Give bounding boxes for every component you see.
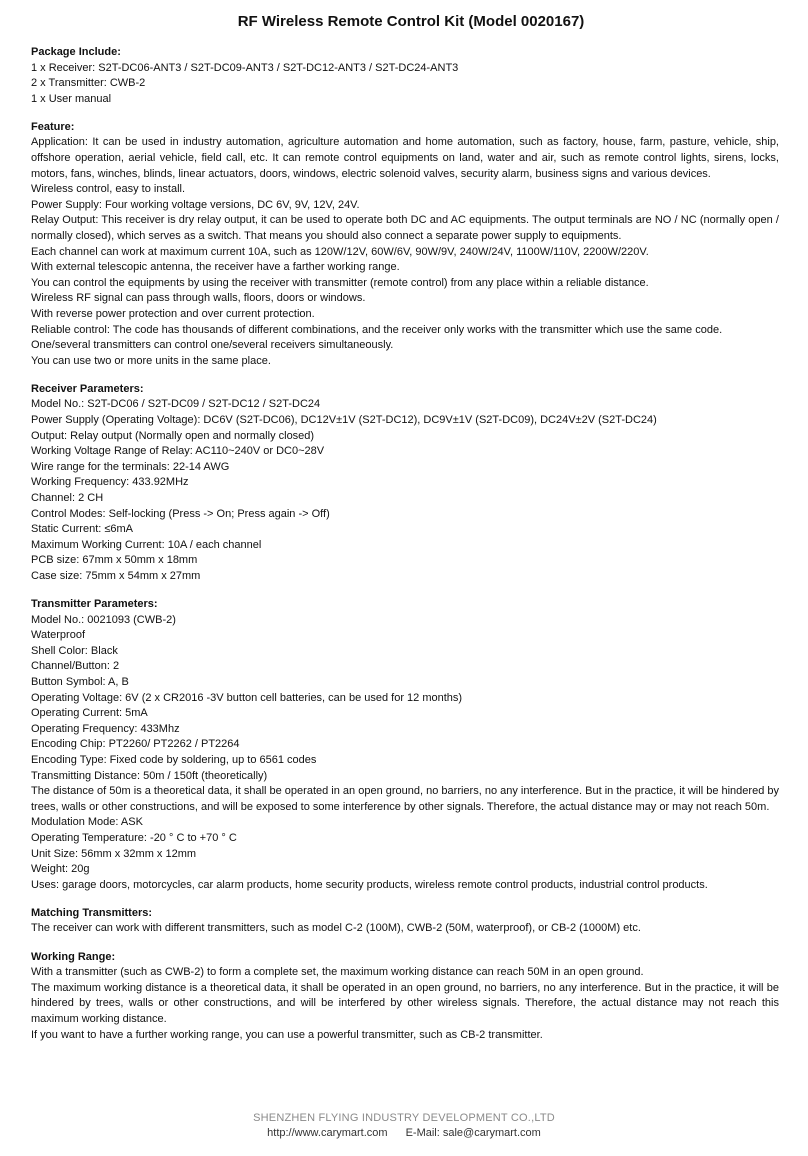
text-line: With external telescopic antenna, the receiver have a farther working range. [31, 261, 400, 274]
text-line: Model No.: 0021093 (CWB-2) [31, 613, 176, 626]
text-line: Power Supply (Operating Voltage): DC6V (S2T-DC06), DC12V±1V (S2T-DC12), DC9V±1V (S2T-DC09), DC24V±2V (S2T-DC24) [31, 414, 657, 427]
text-line: If you want to have a further working range, you can use a powerful transmitter, such as CB-2 transmitter. [31, 1028, 543, 1041]
section-working-range [31, 950, 779, 1044]
text-line: One/several transmitters can control one/several receivers simultaneously. [31, 339, 394, 352]
text-line: Operating Current: 5mA [31, 707, 148, 720]
text-line: Uses: garage doors, motorcycles, car alarm products, home security products, wireless remote control products, industrial control products. [31, 878, 708, 891]
text-line: Shell Color: Black [31, 644, 118, 657]
section-heading: Package Include: [31, 46, 121, 58]
text-line: PCB size: 67mm x 50mm x 18mm [31, 554, 198, 567]
text-line: Reliable control: The code has thousands of different combinations, and the receiver only works with the transmitter which use the same code. [31, 323, 723, 336]
section-heading: Working Range: [31, 950, 116, 963]
text-line: Encoding Chip: PT2260/ PT2262 / PT2264 [31, 738, 240, 751]
text-line: Wireless RF signal can pass through walls, floors, doors or windows. [31, 292, 366, 305]
text-line: You can use two or more units in the same place. [31, 354, 271, 367]
text-line: 2 x Transmitter: CWB-2 [31, 77, 146, 90]
text-line: Wireless control, easy to install. [31, 183, 186, 196]
text-line: Channel/Button: 2 [31, 660, 120, 673]
text-line: Static Current: ≤6mA [31, 523, 134, 536]
text-line: Operating Voltage: 6V (2 x CR2016 -3V button cell batteries, can be used for 12 months) [31, 691, 463, 704]
section-package-include [31, 45, 779, 107]
page-footer [0, 1111, 808, 1141]
section-heading: Feature: [31, 120, 75, 133]
text-line: Model No.: S2T-DC06 / S2T-DC09 / S2T-DC12 / S2T-DC24 [31, 398, 321, 411]
text-line: Working Voltage Range of Relay: AC110~240V or DC0~28V [31, 445, 325, 458]
text-line: 1 x Receiver: S2T-DC06-ANT3 / S2T-DC09-ANT3 / S2T-DC12-ANT3 / S2T-DC24-ANT3 [31, 61, 459, 74]
text-line: Operating Temperature: -20 ° C to +70 ° C [31, 832, 237, 844]
text-line: Waterproof [31, 629, 86, 642]
text-line: The receiver can work with different transmitters, such as model C-2 (100M), CWB-2 (50M, waterproof), or CB-2 (1000M) etc. [31, 922, 641, 935]
footer-contact [0, 1126, 808, 1141]
section-receiver-parameters [31, 382, 779, 585]
text-line: The maximum working distance is a theoretical data, it shall be operated in an open ground, no barriers, no any interference. But in the practice, it will be hindered by trees, walls or other constructions, and will be interfered by other wireless signals. Therefore, the actual distance may not reach this maximum working distance. [31, 981, 779, 1025]
text-line: Power Supply: Four working voltage versions, DC 6V, 9V, 12V, 24V. [31, 198, 360, 211]
text-line: With reverse power protection and over current protection. [31, 308, 315, 320]
footer-email-link[interactable]: E-Mail: sale@carymart.com [405, 1127, 541, 1139]
text-line: Channel: 2 CH [31, 492, 104, 505]
text-line: Encoding Type: Fixed code by soldering, up to 6561 codes [31, 754, 317, 767]
text-line: Operating Frequency: 433Mhz [31, 722, 180, 735]
text-line: Wire range for the terminals: 22-14 AWG [31, 460, 230, 473]
text-line: Weight: 20g [31, 863, 90, 876]
text-line: Application: It can be used in industry automation, agriculture automation and home automation, such as factory, house, farm, pasture, vehicle, ship, offshore operation, aerial vehicle, field call, etc. It can remote control equipments on land, water and air, such as remote control lights, sirens, locks, motors, fans, winches, blinds, linear actuators, doors, windows, electric solenoid valves, security alarm, business signs and various devices. [31, 136, 779, 180]
text-line: Each channel can work at maximum current 10A, such as 120W/12V, 60W/6V, 90W/9V, 240W/24V, 1100W/110V, 2200W/220V. [31, 245, 649, 258]
text-line: Maximum Working Current: 10A / each channel [31, 538, 262, 551]
section-heading: Receiver Parameters: [31, 382, 144, 395]
text-line: Control Modes: Self-locking (Press -> On; Press again -> Off) [31, 507, 330, 520]
page-title: RF Wireless Remote Control Kit (Model 0020167) [237, 13, 585, 30]
section-feature [31, 120, 779, 370]
text-line: Button Symbol: A, B [31, 676, 129, 689]
document-page [31, 12, 779, 1056]
text-line: The distance of 50m is a theoretical data, it shall be operated in an open ground, no barriers, no any interference. But in the practice, it will be hindered by trees, walls or other constructions, and will be exposed to some interference by other signals. Therefore, the actual distance may or may not reach 50m. [31, 785, 779, 813]
footer-company: SHENZHEN FLYING INDUSTRY DEVELOPMENT CO.,LTD [253, 1112, 555, 1124]
section-matching-transmitters [31, 906, 779, 937]
section-transmitter-parameters [31, 597, 779, 893]
text-line: Transmitting Distance: 50m / 150ft (theoretically) [31, 769, 268, 782]
text-line: Output: Relay output (Normally open and normally closed) [31, 429, 315, 442]
text-line: Modulation Mode: ASK [31, 816, 143, 829]
section-heading: Transmitter Parameters: [31, 598, 158, 611]
footer-website-link[interactable]: http://www.carymart.com [267, 1127, 388, 1139]
text-line: Working Frequency: 433.92MHz [31, 476, 189, 489]
text-line: 1 x User manual [31, 92, 112, 105]
text-line: Unit Size: 56mm x 32mm x 12mm [31, 847, 197, 860]
text-line: With a transmitter (such as CWB-2) to form a complete set, the maximum working distance can reach 50M in an open ground. [31, 966, 644, 979]
section-heading: Matching Transmitters: [31, 906, 153, 919]
text-line: Case size: 75mm x 54mm x 27mm [31, 570, 201, 582]
text-line: You can control the equipments by using the receiver with transmitter (remote control) from any place within a reliable distance. [31, 276, 649, 289]
text-line: Relay Output: This receiver is dry relay output, it can be used to operate both DC and AC equipments. The output terminals are NO / NC (normally open / normally closed), which serves as a switch. That means you should also connect a separate power supply to equipments. [31, 214, 779, 243]
